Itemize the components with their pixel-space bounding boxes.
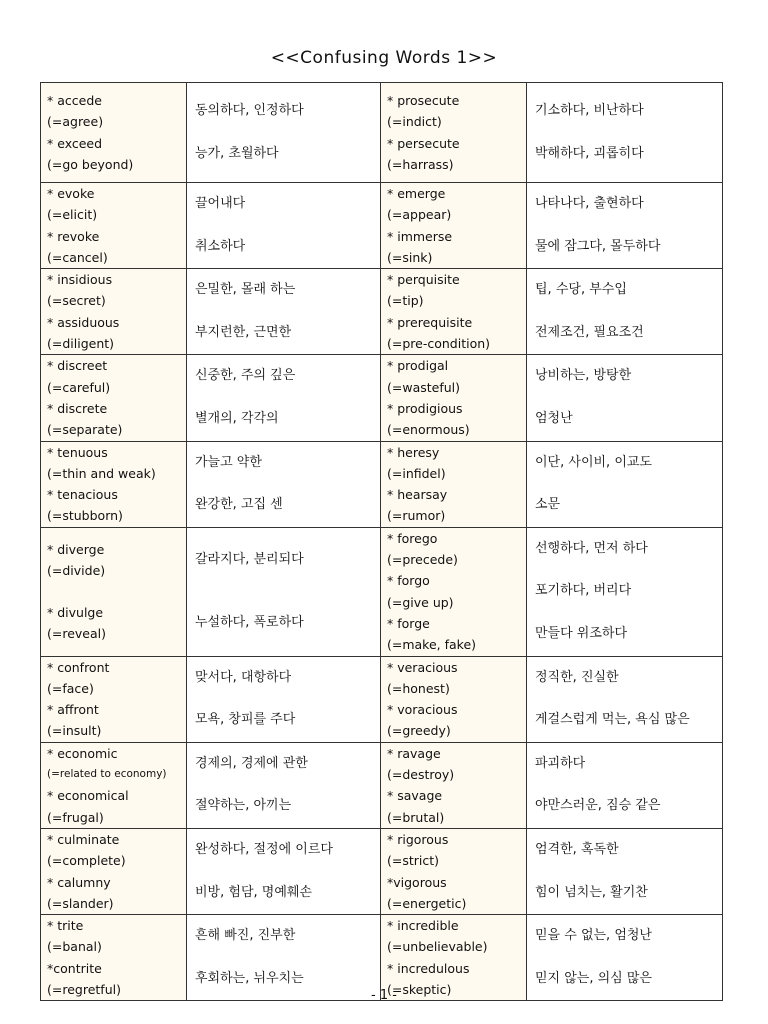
confusing-words-table [40,82,723,1001]
word-term: * forgo [387,573,430,589]
word-meaning: 게걸스럽게 먹는, 욕심 많은 [535,712,690,728]
word-term: * emerge [387,186,446,201]
word-term: * assiduous [47,314,120,330]
word-synonym: (=reveal) [47,625,107,641]
word-meaning: 별개의, 각각의 [195,410,279,426]
word-term: * prodigal [387,358,449,374]
left-words-cell [41,742,187,828]
word-synonym: (=wasteful) [387,379,461,395]
word-synonym: (=thin and weak) [47,465,156,481]
word-synonym: (=face) [47,680,94,696]
word-meaning: 비방, 험담, 명예훼손 [195,884,312,900]
left-words-cell [41,441,187,527]
page-number: - 1 - [371,988,397,1003]
word-meaning: 후회하는, 뉘우치는 [195,970,304,986]
word-meaning: 나타나다, 출현하다 [535,196,644,211]
word-synonym: (=give up) [387,594,454,610]
word-meaning: 능가, 초월하다 [195,145,279,161]
word-term: * confront [47,659,110,675]
right-words-cell [381,269,527,355]
word-term: * prodigious [387,400,463,416]
word-synonym: (=diligent) [47,336,115,352]
word-synonym: (=precede) [387,552,458,568]
word-term: * voracious [387,702,458,718]
word-term: * evoke [47,186,95,201]
word-meaning: 완강한, 고집 센 [195,497,283,513]
word-row [41,355,723,441]
word-synonym: (=energetic) [387,895,467,911]
word-term: * discreet [47,358,108,374]
left-words-cell [41,527,187,656]
word-term: * diverge [47,542,105,558]
word-row [41,656,723,742]
word-meaning: 선행하다, 먼저 하다 [535,540,648,556]
word-synonym: (=appear) [387,207,452,223]
word-term: * incredulous [387,960,470,976]
word-synonym: (=divide) [47,563,106,579]
left-meanings-cell [187,269,381,355]
word-synonym: (=complete) [47,853,126,869]
right-meanings-cell [527,828,723,914]
right-meanings-cell [527,441,723,527]
left-meanings-cell [187,355,381,441]
word-synonym: (=honest) [387,680,450,696]
word-synonym: (=tip) [387,293,424,309]
word-term: * prerequisite [387,314,473,330]
word-term: * tenacious [47,487,118,503]
word-meaning: 모욕, 창피를 주다 [195,712,296,728]
left-meanings-cell [187,527,381,656]
word-synonym: (=related to economy) [47,768,167,781]
page-title: <<Confusing Words 1>> [270,48,498,68]
word-synonym: (=frugal) [47,809,104,825]
word-row [41,269,723,355]
word-synonym: (=go beyond) [47,156,134,172]
right-words-cell [381,355,527,441]
right-meanings-cell [527,656,723,742]
word-meaning: 전제조건, 필요조건 [535,324,644,340]
word-meaning: 엄청난 [535,410,573,426]
word-synonym: (=slander) [47,895,114,911]
word-term: * divulge [47,604,104,620]
word-term: * exceed [47,135,103,151]
word-synonym: (=stubborn) [47,508,123,524]
left-words-cell [41,269,187,355]
word-term: * insidious [47,272,113,288]
left-meanings-cell [187,83,381,183]
word-synonym: (=sink) [387,249,433,265]
word-synonym: (=destroy) [387,767,455,783]
right-meanings-cell [527,183,723,269]
word-meaning: 힘이 넘치는, 활기찬 [535,884,648,900]
word-row [41,441,723,527]
right-words-cell [381,441,527,527]
left-words-cell [41,83,187,183]
word-row [41,527,723,656]
word-meaning: 취소하다 [195,238,246,254]
word-term: * prosecute [387,92,460,108]
word-term: * rigorous [387,831,449,847]
word-synonym: (=brutal) [387,809,445,825]
word-term: * forego [387,530,438,546]
word-synonym: (=rumor) [387,508,446,524]
left-meanings-cell [187,828,381,914]
right-words-cell [381,527,527,656]
right-words-cell [381,742,527,828]
left-meanings-cell [187,441,381,527]
word-meaning: 갈라지다, 분리되다 [195,552,304,568]
word-synonym: (=strict) [387,853,440,869]
word-meaning: 끌어내다 [195,196,246,211]
word-meaning: 낭비하는, 방탕한 [535,368,632,384]
word-meaning: 만들다 위조하다 [535,625,628,641]
word-meaning: 야만스러운, 짐승 같은 [535,798,661,814]
word-meaning: 엄격한, 혹독한 [535,841,619,857]
right-meanings-cell [527,83,723,183]
word-meaning: 절약하는, 아끼는 [195,798,292,814]
word-synonym: (=indict) [387,114,442,130]
word-term: * forge [387,615,430,631]
word-term: * hearsay [387,487,448,503]
word-term: * affront [47,702,99,718]
word-meaning: 소문 [535,497,561,513]
word-term: * revoke [47,228,100,244]
word-meaning: 이단, 사이비, 이교도 [535,454,652,470]
word-meaning: 완성하다, 절정에 이르다 [195,841,333,857]
word-synonym: (=make, fake) [387,637,477,653]
word-row [41,83,723,183]
word-synonym: (=skeptic) [387,981,452,997]
word-synonym: (=banal) [47,939,102,955]
word-meaning: 정직한, 진실한 [535,669,619,685]
left-words-cell [41,656,187,742]
word-meaning: 물에 잠그다, 몰두하다 [535,238,661,254]
word-term: * discrete [47,400,108,416]
word-synonym: (=cancel) [47,249,108,265]
word-synonym: (=separate) [47,422,123,438]
word-synonym: (=pre-condition) [387,336,491,352]
word-term: * heresy [387,444,440,460]
right-meanings-cell [527,355,723,441]
word-synonym: (=secret) [47,293,106,309]
word-synonym: (=insult) [47,723,102,739]
word-meaning: 흔해 빠진, 진부한 [195,928,296,944]
word-term: * immerse [387,228,453,244]
word-term: * perquisite [387,272,460,288]
word-synonym: (=infidel) [387,465,446,481]
word-meaning: 믿을 수 없는, 엄청난 [535,928,652,944]
word-term: * culminate [47,831,120,847]
right-meanings-cell [527,742,723,828]
left-words-cell [41,183,187,269]
word-term: * savage [387,788,443,804]
word-synonym: (=careful) [47,379,111,395]
word-meaning: 동의하다, 인정하다 [195,102,304,118]
word-meaning: 가늘고 약한 [195,454,262,470]
word-term: *vigorous [387,874,447,890]
word-synonym: (=regretful) [47,981,121,997]
word-row [41,742,723,828]
left-meanings-cell [187,183,381,269]
word-meaning: 포기하다, 버리다 [535,583,632,599]
word-term: * calumny [47,874,111,890]
word-term: * persecute [387,135,460,151]
word-meaning: 부지런한, 근면한 [195,324,292,340]
word-term: * economical [47,788,129,804]
word-synonym: (=enormous) [387,422,470,438]
word-synonym: (=unbelievable) [387,939,488,955]
word-row [41,828,723,914]
word-term: * trite [47,918,84,934]
word-term: * ravage [387,745,441,761]
right-words-cell [381,83,527,183]
left-words-cell [41,355,187,441]
word-meaning: 기소하다, 비난하다 [535,102,644,118]
right-meanings-cell [527,269,723,355]
word-term: * tenuous [47,444,108,460]
word-meaning: 박해하다, 괴롭히다 [535,145,644,161]
word-meaning: 경제의, 경제에 관한 [195,755,308,771]
word-term: * accede [47,92,102,108]
word-term: * incredible [387,918,459,934]
word-meaning: 팁, 수당, 부수입 [535,282,627,298]
word-meaning: 은밀한, 몰래 하는 [195,282,296,298]
right-meanings-cell [527,527,723,656]
word-meaning: 믿지 않는, 의심 많은 [535,970,652,986]
word-meaning: 신중한, 주의 깊은 [195,368,296,384]
word-term: * veracious [387,659,458,675]
word-row [41,183,723,269]
word-meaning: 누설하다, 폭로하다 [195,614,304,630]
right-words-cell [381,656,527,742]
word-term: *contrite [47,960,102,976]
word-meaning: 맞서다, 대항하다 [195,669,292,685]
left-meanings-cell [187,656,381,742]
right-words-cell [381,828,527,914]
right-words-cell [381,183,527,269]
word-term: * economic [47,745,118,761]
word-synonym: (=harrass) [387,156,454,172]
word-synonym: (=agree) [47,114,104,130]
word-synonym: (=greedy) [387,723,451,739]
left-meanings-cell [187,742,381,828]
word-meaning: 파괴하다 [535,755,586,771]
left-words-cell [41,828,187,914]
word-synonym: (=elicit) [47,207,98,223]
